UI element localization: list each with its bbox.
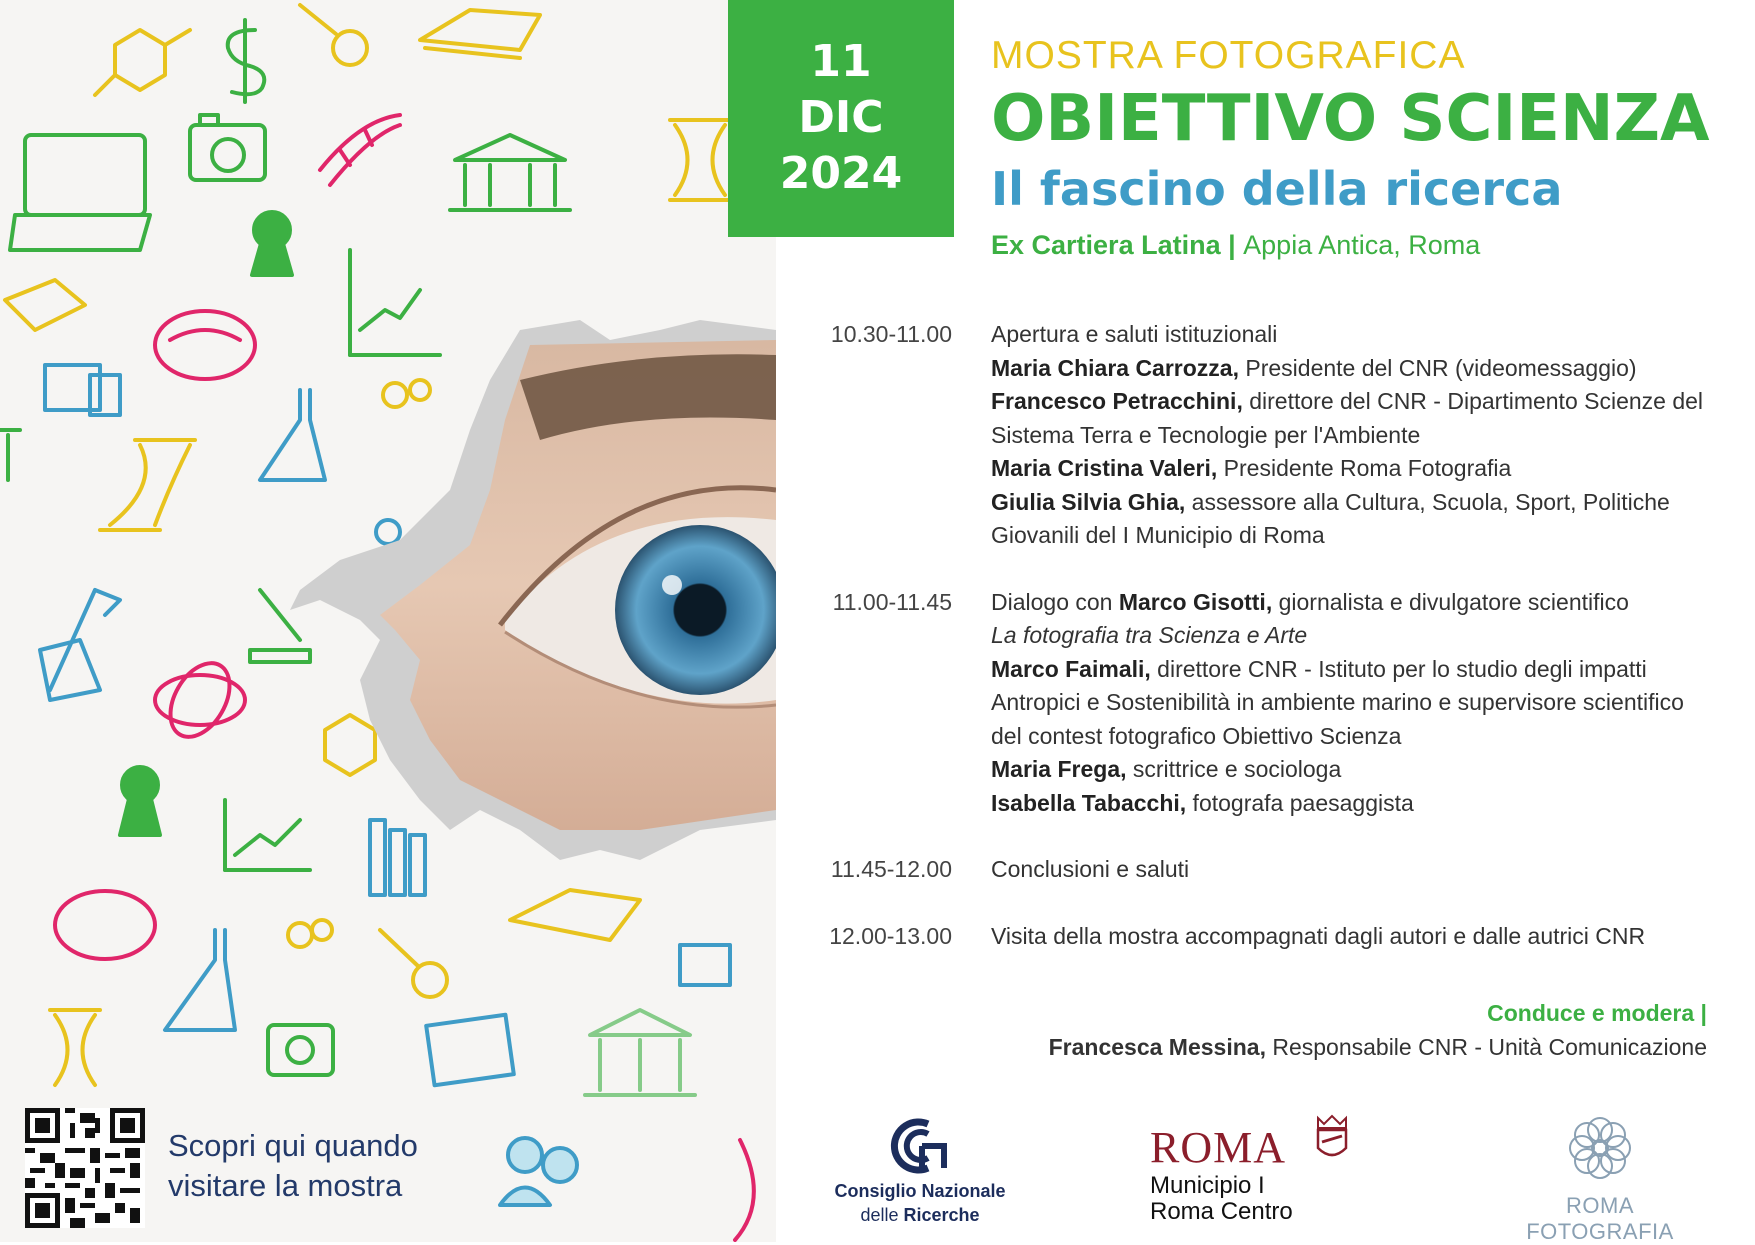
speaker-name: Maria Chiara Carrozza, xyxy=(991,354,1239,381)
venue xyxy=(991,230,1480,261)
slot-time: 12.00-13.00 xyxy=(829,922,952,949)
slot-time: 11.00-11.45 xyxy=(832,588,952,615)
cnr-logo xyxy=(820,1118,1020,1227)
venue-separator: | xyxy=(1220,230,1244,260)
speaker xyxy=(991,653,1720,754)
program xyxy=(790,318,1720,986)
event-subtitle: Il fascino della ricerca xyxy=(991,162,1563,216)
venue-location: Appia Antica, Roma xyxy=(1243,230,1481,260)
slot-body xyxy=(991,586,1720,821)
moderator-name: Francesca Messina, xyxy=(1048,1034,1266,1060)
moderator-block xyxy=(1049,996,1707,1064)
speaker-role: scrittrice e sociologa xyxy=(1126,756,1342,782)
speaker xyxy=(991,352,1720,386)
moderator xyxy=(1049,1030,1707,1064)
date-month: DIC xyxy=(798,92,884,143)
date-day: 11 xyxy=(810,36,872,87)
talk-title-text: La fotografia tra Scienza e Arte xyxy=(991,622,1308,648)
program-slot xyxy=(790,586,1720,821)
speaker xyxy=(991,385,1720,452)
event-date-box xyxy=(728,0,954,237)
roma-fotografia-name: ROMA FOTOGRAFIA xyxy=(1526,1193,1674,1244)
speaker-role: Presidente del CNR (videomessaggio) xyxy=(1238,354,1637,381)
intro-prefix: Dialogo con xyxy=(991,588,1119,615)
roma-wordmark: ROMA xyxy=(1150,1123,1287,1172)
talk-title xyxy=(991,619,1720,653)
speaker-name: Marco Faimali, xyxy=(991,655,1151,682)
qr-caption-line1: Scopri qui quando xyxy=(168,1128,418,1163)
cnr-name-line2-prefix: delle xyxy=(860,1205,904,1225)
roma-crest-icon xyxy=(1312,1114,1352,1164)
slot-intro xyxy=(991,586,1720,620)
qr-code[interactable] xyxy=(25,1108,145,1228)
program-slot xyxy=(790,318,1720,553)
speaker xyxy=(991,787,1720,821)
slot-intro: Apertura e saluti istituzionali xyxy=(991,321,1278,347)
speaker-role: direttore CNR - Istituto per lo studio degli impatti Antropici e Sostenibilità in ambiente marino e supervisore scientifico del contest fotografico Obiettivo Scienza xyxy=(991,655,1684,749)
slot-time: 11.45-12.00 xyxy=(830,856,952,882)
program-slot xyxy=(790,853,1720,887)
speaker xyxy=(991,452,1720,486)
program-slot xyxy=(790,920,1720,954)
speaker-name: Giulia Silvia Ghia, xyxy=(991,488,1186,515)
moderator-heading: Conduce e modera | xyxy=(1487,1000,1707,1026)
roma-municipio-line1: Municipio I xyxy=(1150,1172,1265,1199)
roma-municipio-line2: Roma Centro xyxy=(1150,1198,1293,1225)
venue-name: Ex Cartiera Latina xyxy=(991,230,1221,260)
illustration-panel xyxy=(0,0,776,1242)
speaker-role: direttore del CNR - Dipartimento Scienze del Sistema Terra e Tecnologie per l'Ambiente xyxy=(991,388,1704,448)
speaker-role: fotografa paesaggista xyxy=(1186,789,1414,816)
speaker-name: Maria Cristina Valeri, xyxy=(991,455,1218,481)
speaker-name: Marco Gisotti, xyxy=(1118,588,1273,615)
slot-time: 10.30-11.00 xyxy=(830,321,952,347)
torn-paper-eye xyxy=(0,0,776,1242)
speaker xyxy=(991,753,1720,787)
slot-text: Visita della mostra accompagnati dagli autori e dalle autrici CNR xyxy=(991,922,1646,949)
speaker-name: Maria Frega, xyxy=(991,756,1127,782)
cnr-name-line2-bold: Ricerche xyxy=(903,1205,980,1225)
cnr-name-line2 xyxy=(820,1203,1020,1227)
qr-caption xyxy=(168,1126,418,1206)
roma-fotografia-logo xyxy=(1500,1108,1700,1245)
exhibition-label: MOSTRA FOTOGRAFICA xyxy=(991,34,1466,77)
moderator-role: Responsabile CNR - Unità Comunicazione xyxy=(1265,1034,1707,1060)
cnr-name-line1: Consiglio Nazionale xyxy=(834,1181,1006,1201)
date-year: 2024 xyxy=(779,148,903,199)
speaker-role: giornalista e divulgatore scientifico xyxy=(1272,588,1629,615)
speaker-name: Francesco Petracchini, xyxy=(991,388,1243,414)
qr-caption-line2: visitare la mostra xyxy=(168,1168,403,1203)
roma-municipio-logo xyxy=(1150,1122,1352,1225)
cnr-emblem-icon xyxy=(888,1118,952,1174)
speaker-role: assessore alla Cultura, Scuola, Sport, Politiche Giovanili del I Municipio di Roma xyxy=(991,488,1670,548)
rosette-icon xyxy=(1560,1108,1640,1188)
speaker-role: Presidente Roma Fotografia xyxy=(1217,455,1512,481)
event-title: OBIETTIVO SCIENZA xyxy=(991,82,1710,156)
slot-text: Conclusioni e saluti xyxy=(991,856,1190,882)
speaker-name: Isabella Tabacchi, xyxy=(991,789,1187,816)
slot-body xyxy=(991,318,1720,553)
speaker xyxy=(991,486,1720,553)
